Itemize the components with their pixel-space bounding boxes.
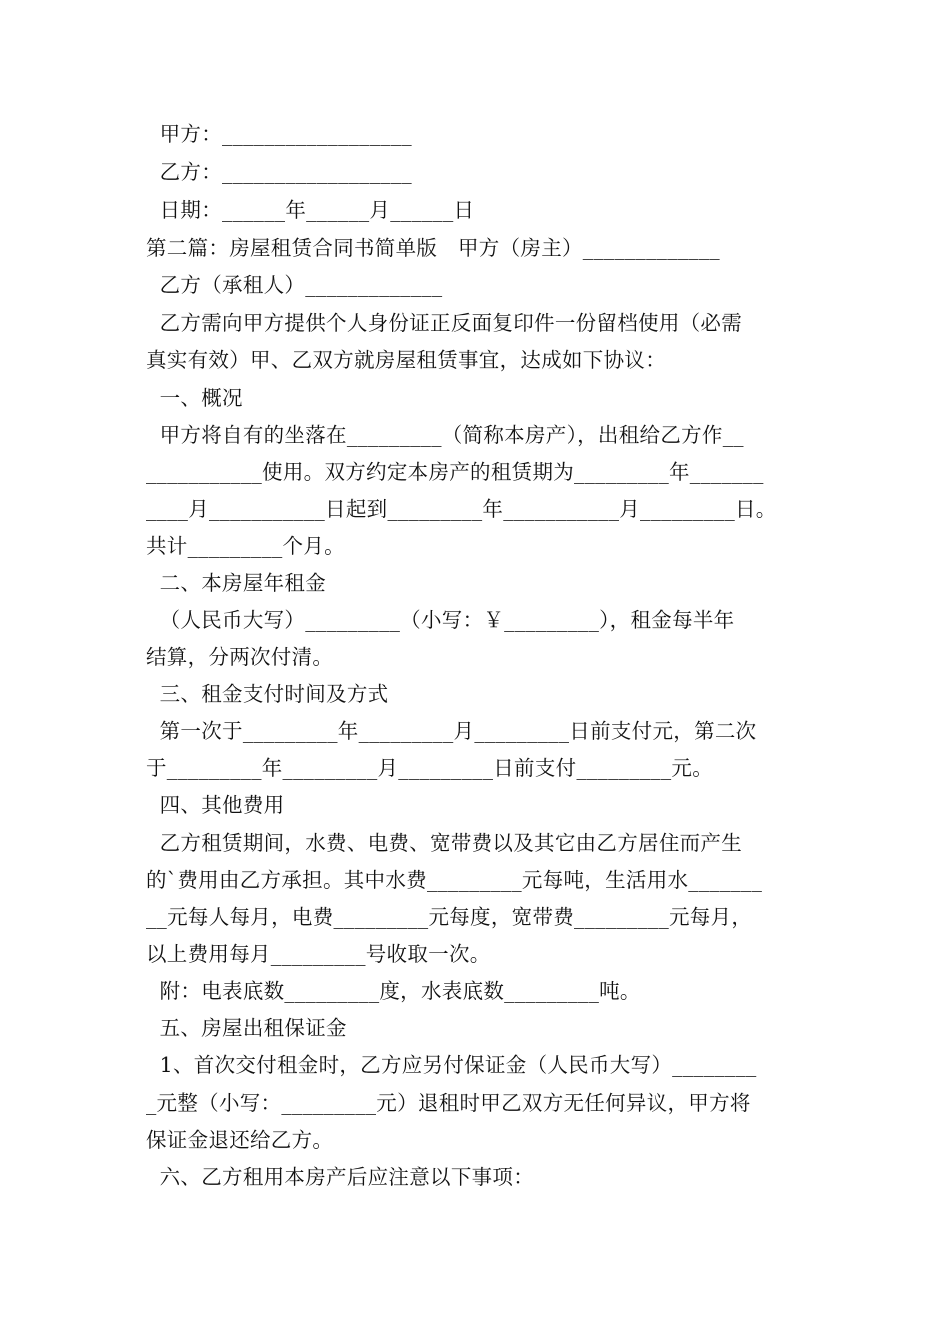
paragraph-line: 结算，分两次付清。: [146, 645, 334, 669]
paragraph-line: 第一次于_________年_________月_________日前支付元，第二次: [146, 719, 757, 743]
paragraph-line: 乙方租赁期间，水费、电费、宽带费以及其它由乙方居住而产生: [146, 831, 743, 855]
paragraph-line: 的`费用由乙方承担。其中水费_________元每吨，生活用水_______: [146, 868, 763, 892]
section-title: 第二篇：房屋租赁合同书简单版 甲方（房主）_____________: [146, 236, 720, 260]
clause-heading: 一、概况: [146, 386, 243, 410]
paragraph-line: _元整（小写：_________元）退租时甲乙双方无任何异议，甲方将: [146, 1091, 751, 1115]
paragraph-line: 于_________年_________月_________日前支付_________元。: [146, 756, 713, 780]
paragraph-line: （人民币大写）_________（小写：￥_________），租金每半年: [146, 608, 735, 632]
clause-heading: 三、租金支付时间及方式: [146, 682, 389, 706]
paragraph-line: ___________使用。双方约定本房产的租赁期为_________年_______: [146, 460, 764, 484]
paragraph-line: 乙方需向甲方提供个人身份证正反面复印件一份留档使用（必需: [146, 311, 743, 335]
clause-heading: 六、乙方租用本房产后应注意以下事项：: [146, 1165, 535, 1189]
paragraph-line: 以上费用每月_________号收取一次。: [146, 942, 491, 966]
paragraph-line: 真实有效）甲、乙双方就房屋租赁事宜，达成如下协议：: [146, 348, 666, 372]
clause-heading: 五、房屋出租保证金: [146, 1016, 347, 1040]
paragraph-line: __元每人每月，电费_________元每度，宽带费_________元每月，: [146, 905, 753, 929]
tenant-line: 乙方（承租人）_____________: [146, 273, 443, 297]
paragraph-line: 1、首次交付租金时，乙方应另付保证金（人民币大写）________: [146, 1053, 757, 1077]
date-line: 日期：______年______月______日: [146, 198, 475, 222]
clause-heading: 二、本房屋年租金: [146, 571, 327, 595]
party-a-line: 甲方：__________________: [146, 122, 412, 146]
paragraph-line: ____月___________日起到_________年___________月_________日。: [146, 497, 777, 521]
party-b-line: 乙方：__________________: [146, 160, 412, 184]
paragraph-line: 共计_________个月。: [146, 534, 345, 558]
paragraph-line: 保证金退还给乙方。: [146, 1128, 334, 1152]
clause-heading: 四、其他费用: [146, 793, 285, 817]
paragraph-line: 附：电表底数_________度，水表底数_________吨。: [146, 979, 641, 1003]
paragraph-line: 甲方将自有的坐落在_________（简称本房产），出租给乙方作__: [146, 423, 744, 447]
